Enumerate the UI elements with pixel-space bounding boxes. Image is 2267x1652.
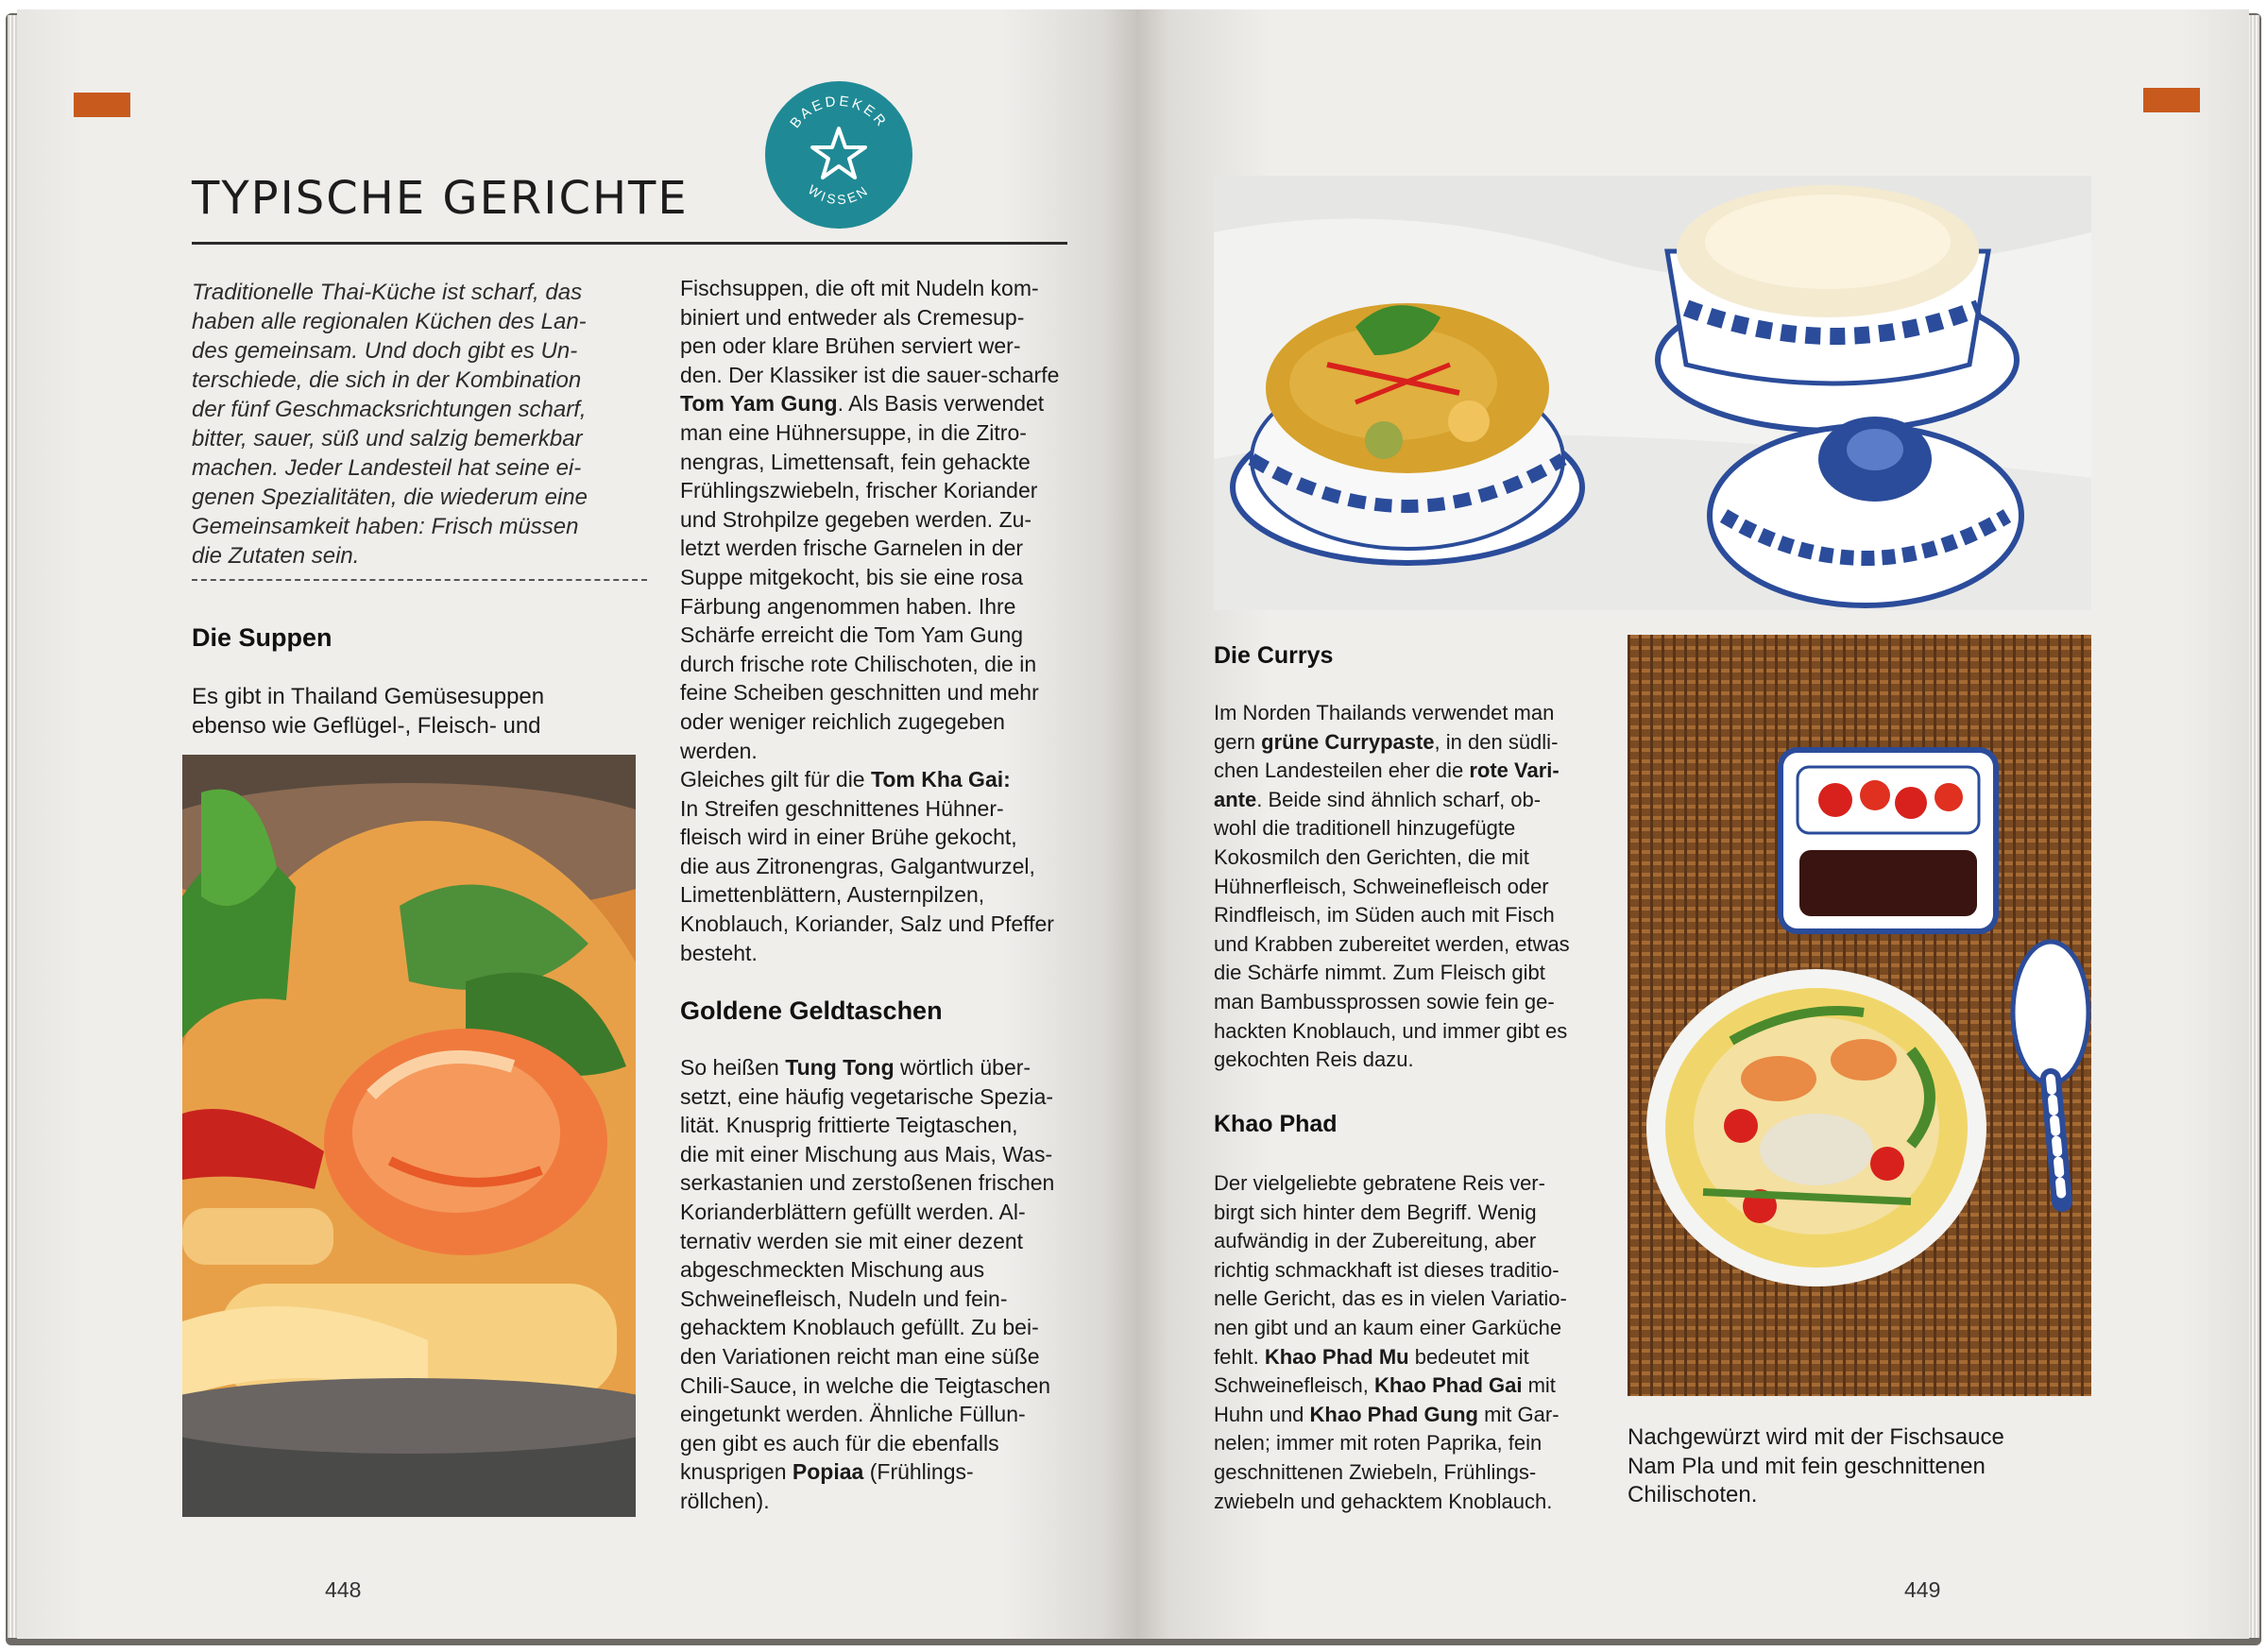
bold-term-rote-variante: rote Vari- — [1469, 758, 1560, 783]
bold-term-gruene-currypaste: grüne Currypaste — [1261, 729, 1435, 754]
section-heading-khao-phad: Khao Phad — [1214, 1111, 1338, 1137]
bold-term-khao-phad-gai: Khao Phad Gai — [1373, 1373, 1523, 1398]
column-two-text: Fischsuppen, die oft mit Nudeln kom- biniert und entweder als Cremesup- pen oder klare Brühen serviert wer- den. Der Klassiker ist die sauer-scharfe Tom Yam Gung. Als Basis verwendet man eine Hühnersuppe, in die Zitro- nengras, Limettensaft, fein gehackte Frühlingszwiebeln, frischer Koriander und Strohpilze gegeben werden. Zu- letzt werden frische Garnelen in der Suppe mitgekocht, bis sie eine rosa Färbung angenommen haben. Ihre Schärfe erreicht die Tom Yam Gung durch frische rote Chilischoten, die in feine Scheiben geschnitten und mehr oder weniger reichlich zugegeben werden. Gleiches gilt für die Tom Kha Gai: In Streifen geschnittenes Hühner- fleisch wird in einer Brühe gekocht, die aus Zitronengras, Galgantwurzel, Limettenblättern, Austernpilzen, Knoblauch, Koriander, Salz und Pfeffer besteht. — [680, 276, 1060, 965]
svg-text:WISSEN — [806, 181, 873, 207]
bold-term-khao-phad-mu: Khao Phad Mu — [1264, 1344, 1409, 1369]
suppen-paragraph: Es gibt in Thailand Gemüsesuppen ebenso wie Geflügel-, Fleisch- und — [192, 684, 545, 739]
svg-text:BAEDEKER — [787, 94, 890, 131]
page-title: TYPISCHE GERICHTE — [192, 172, 689, 225]
currys-paragraph: Im Norden Thailands verwendet man gern grüne Currypaste, in den südli- chen Landesteilen eher die rote Vari- ante. Beide sind ähnlich scharf, ob- wohl die traditionell hinzugefügte Kokosmilch den Gerichten, die mit Hühnerfleisch, Schweinefleisch oder Rindfleisch, im Süden auch mit Fisch und Krabben zubereitet werden, etwas die Schärfe nimmt. Zum Fleisch gibt man Bambussprossen sowie fein ge- hackten Knoblauch, und immer gibt es gekochten Reis dazu. — [1214, 701, 1570, 1072]
page-number-left: 448 — [325, 1577, 362, 1602]
page-number-right: 449 — [1904, 1577, 1941, 1602]
section-heading-geldtaschen: Goldene Geldtaschen — [680, 996, 943, 1025]
star-icon — [812, 128, 865, 178]
section-heading-suppen: Die Suppen — [192, 623, 332, 652]
baedeker-wissen-badge — [765, 81, 912, 229]
section-heading-currys: Die Currys — [1214, 642, 1334, 669]
bold-term-tom-kha-gai: Tom Kha Gai: — [870, 767, 1011, 792]
intro-paragraph: Traditionelle Thai-Küche ist scharf, das haben alle regionalen Küchen des Lan- des gemeinsam. Und doch gibt es Un- terschiede, die sich in der Kombination der fünf Geschmacksrichtungen scharf, bitter, sauer, süß und salzig bemerkbar machen. Jeder Landesteil hat seine ei- genen Spezialitäten, die wiederum eine Gemeinsamkeit haben: Frisch müssen die Zutaten sein. — [192, 280, 588, 569]
khao-phad-paragraph: Der vielgeliebte gebratene Reis ver- birgt sich hinter dem Begriff. Wenig aufwändig in der Zubereitung, aber richtig schmackhaft ist dieses traditio- nelle Gericht, das es in vielen Variatio- nen gibt und an kaum einer Garküche fehlt. Khao Phad Mu bedeutet mit Schweinefleisch, Khao Phad Gai mit Huhn und Khao Phad Gung mit Gar- nelen; immer mit roten Paprika, fein geschnittenen Zwiebeln, Frühlings- zwiebeln und gehacktem Knoblauch. — [1214, 1171, 1567, 1513]
chapter-tab-marker — [2143, 88, 2200, 112]
title-divider — [192, 242, 1067, 245]
bold-term-tung-tong: Tung Tong — [785, 1055, 895, 1080]
intro-dashed-divider — [192, 579, 647, 581]
photo-caption: Nachgewürzt wird mit der Fischsauce Nam Pla und mit fein geschnittenen Chilischoten. — [1628, 1424, 2004, 1508]
curry-and-rice-photo — [1214, 176, 2091, 610]
left-page — [17, 9, 1136, 1639]
soup-with-sauces-photo — [1628, 635, 2091, 1396]
bold-term-ante: ante — [1214, 787, 1257, 811]
bold-term-popiaa: Popiaa — [792, 1459, 864, 1485]
chapter-tab-marker — [74, 93, 130, 117]
bold-term-khao-phad-gung: Khao Phad Gung — [1309, 1402, 1478, 1426]
badge-top-text: BAEDEKER — [787, 93, 891, 131]
geldtaschen-paragraph: So heißen Tung Tong wörtlich über- setzt, eine häufig vegetarische Spezia- lität. Knusprig frittierte Teigtaschen, die mit einer Mischung aus Mais, Was- serkastanien und zerstoßenen frischen Korianderblättern gefüllt werden. Al- ternativ werden sie mit einer dezent abgeschmeckten Mischung aus Schweinefleisch, Nudeln und fein- gehacktem Knoblauch gefüllt. Zu bei- den Variationen reicht man eine süße Chili-Sauce, in welche die Teigtaschen eingetunkt werden. Ähnliche Füllun- gen gibt es auch für die ebenfalls knusprigen Popiaa (Frühlings- röllchen). — [680, 1055, 1055, 1513]
right-page — [1136, 9, 2249, 1639]
open-book — [6, 9, 2261, 1645]
bold-term-tom-yam-gung: Tom Yam Gung — [680, 391, 838, 417]
tom-yam-gung-photo — [182, 755, 636, 1517]
badge-bottom-text: WISSEN — [805, 181, 873, 208]
